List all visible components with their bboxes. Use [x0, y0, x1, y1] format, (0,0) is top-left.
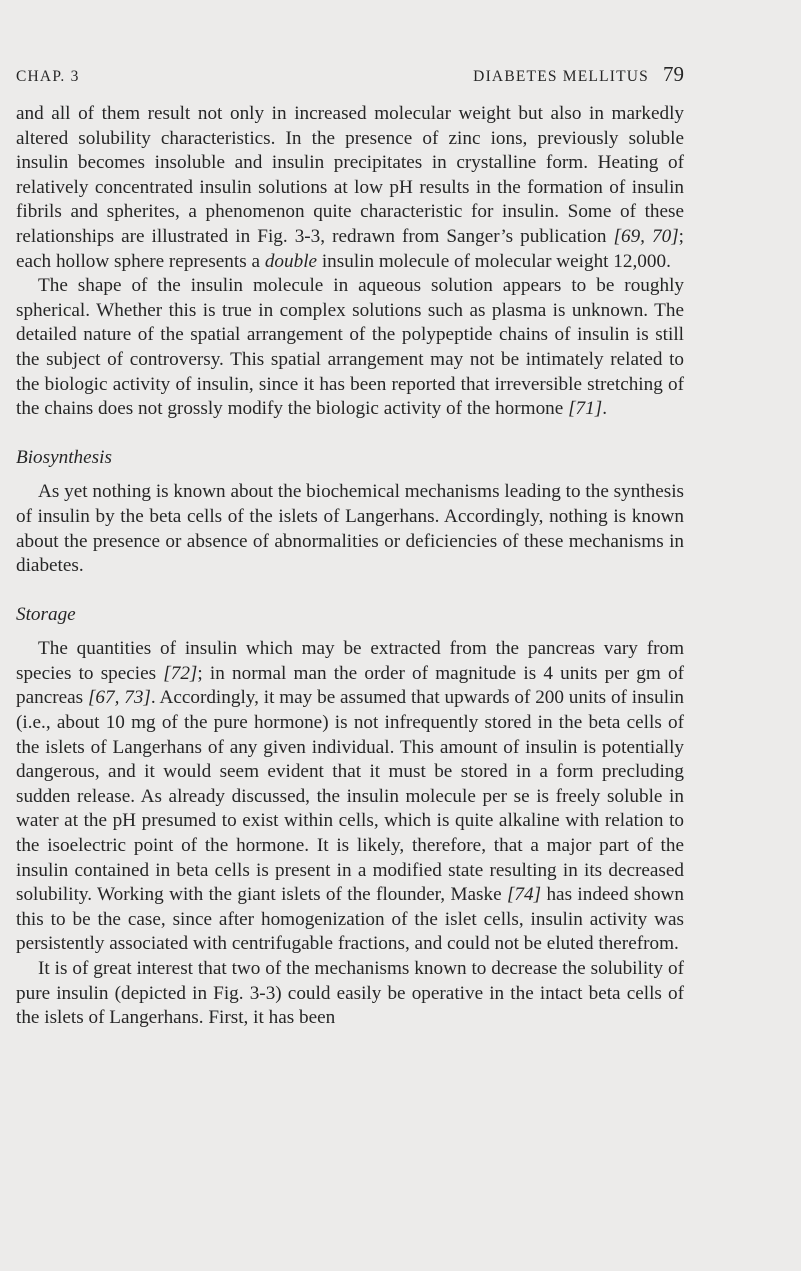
running-title: DIABETES MELLITUS — [473, 68, 649, 85]
paragraph-1-text: and all of them result not only in increased molecular weight but also in markedly altered solubility characteristics. In the presence of zinc ions, previously soluble insulin becomes insoluble and insulin precipitates in crystalline form. Heating of relatively concentrated insulin solutions at low pH results in the formation of insulin fibrils and spherites, a phenomenon quite characteristic for insulin. Some of these relationships are illustrated in Fig. 3-3, redrawn from Sanger’s publication — [16, 103, 684, 247]
header-right — [473, 62, 684, 87]
citation: [69, 70] — [613, 225, 679, 247]
paragraph-4-text-4: has indeed shown this to be the case, since after homogenization of the islet cells, insulin activity was persistently associated with centrifugable fractions, and could not be eluted therefrom. — [16, 884, 685, 955]
paragraph-1 — [16, 102, 684, 274]
paragraph-2-end: . — [602, 398, 607, 420]
paragraph-4-text-2: ; in normal man the order of magnitude is 4 units per gm of pancreas — [16, 662, 684, 709]
paragraph-5: It is of great interest that two of the mechanisms known to decrease the solubility of pure insulin (depicted in Fig. 3-3) could easily be operative in the intact beta cells of the islets of Langerhans. First, it has been — [16, 958, 684, 1029]
paragraph-2 — [16, 274, 684, 422]
section-heading-biosynthesis: Biosynthesis — [16, 446, 112, 468]
section-heading-storage: Storage — [16, 603, 76, 625]
emphasis: double — [264, 250, 318, 272]
paragraph-4-text: The quantities of insulin which may be extracted from the pancreas vary from species to species — [16, 638, 684, 684]
paragraph-4-text-3: . Accordingly, it may be assumed that upwards of 200 units of insulin (i.e., about 10 mg of the pure hormone) is not infrequently stored in the beta cells of the islets of Langerhans of any given individual. This amount of insulin is potentially dangerous, and it would seem evident that it must be stored in a form precluding sudden release. As already discussed, the insulin molecule per se is freely soluble in water at the pH presumed to exist within cells, which is quite alkaline with relation to the isoelectric point of the hormone. It is likely, therefore, that a major part of the insulin contained in beta cells is present in a modified state resulting in its decreased solubility. Working with the giant islets of the flounder, Maske — [16, 687, 684, 906]
page-body — [16, 102, 684, 1031]
paragraph-4 — [16, 637, 684, 957]
chapter-label: CHAP. 3 — [16, 68, 80, 85]
running-header — [16, 62, 684, 87]
paragraph-1-text-2: ; each hollow sphere represents a — [16, 225, 684, 272]
citation: [67, 73] — [87, 687, 151, 709]
paragraph-3: As yet nothing is known about the biochemical mechanisms leading to the synthesis of insulin by the beta cells of the islets of Langerhans. Accordingly, nothing is known about the presence or absence of abnormalities or deficiencies of these mechanisms in diabetes. — [16, 481, 684, 577]
citation: [72] — [163, 662, 198, 684]
paragraph-2-text: The shape of the insulin molecule in aqueous solution appears to be roughly spherical. Whether this is true in complex solutions such as plasma is unknown. The detailed nature of the spatial arrangement of the polypeptide chains of insulin is still the subject of controversy. This spatial arrangement may not be intimately related to the biologic activity of insulin, since it has been reported that irreversible stretching of the chains does not grossly modify the biologic activity of the hormone — [16, 275, 684, 420]
citation: [71] — [568, 398, 603, 420]
page-number: 79 — [663, 62, 684, 86]
paragraph-1-text-3: insulin molecule of molecular weight 12,000. — [317, 250, 671, 272]
citation: [74] — [506, 884, 542, 906]
